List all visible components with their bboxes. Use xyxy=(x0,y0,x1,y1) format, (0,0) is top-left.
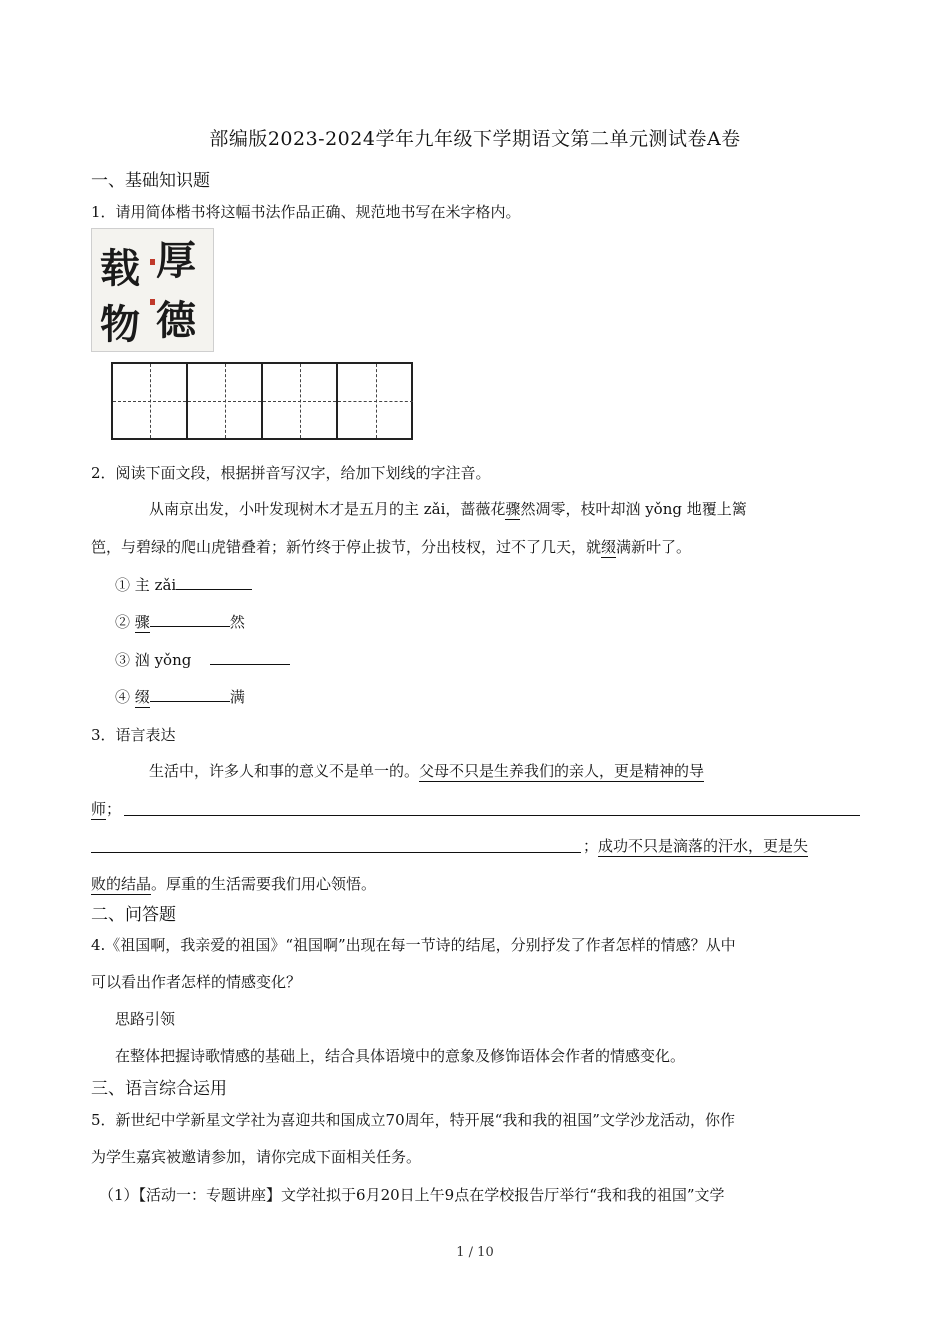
underlined-text: 败的结晶 xyxy=(91,875,152,893)
item-number: ③ xyxy=(115,651,131,669)
grid-cell[interactable] xyxy=(188,364,263,438)
grid-cell[interactable] xyxy=(338,364,413,438)
item-number: ④ xyxy=(115,688,131,706)
underlined-text: 师 xyxy=(91,800,107,818)
underlined-char: 骤 xyxy=(505,500,521,518)
passage-text: 从南京出发，小叶发现树木才是五月的主 zǎi，蔷薇花 xyxy=(149,500,506,518)
question-5-line2: 为学生嘉宾被邀请参加，请你完成下面相关任务。 xyxy=(91,1148,422,1166)
question-5-line1: 5．新世纪中学新星文学社为喜迎共和国成立70周年，特开展“我和我的祖国”文学沙龙活动，你作 xyxy=(91,1111,735,1129)
grid-cell[interactable] xyxy=(263,364,338,438)
answer-line[interactable] xyxy=(91,852,581,853)
item-prompt: 汹 yǒng xyxy=(134,651,192,669)
passage-line xyxy=(91,536,691,557)
hint-title: 思路引领 xyxy=(115,1010,176,1028)
passage-text: 笆，与碧绿的爬山虎错叠着；新竹终于停止拔节，分出枝杈，过不了几天，就 xyxy=(91,538,602,556)
passage-text: 然凋零，枝叶却汹 yǒng 地覆上篱 xyxy=(520,500,747,518)
question-4-line1: 4.《祖国啊，我亲爱的祖国》“祖国啊”出现在每一节诗的结尾，分别抒发了作者怎样的情感？从中 xyxy=(91,936,736,954)
item-number: ② xyxy=(115,613,131,631)
question-4-line2: 可以看出作者怎样的情感变化？ xyxy=(91,973,302,991)
calligraphy-char: 厚 xyxy=(156,237,196,284)
underlined-text: 父母不只是生养我们的亲人，更是精神的导 xyxy=(419,762,705,780)
passage-line xyxy=(91,798,121,819)
underlined-char: 缀 xyxy=(601,538,617,556)
calligraphy-char: 物 xyxy=(100,301,140,348)
answer-item-1 xyxy=(115,574,252,595)
answer-blank[interactable] xyxy=(150,612,230,627)
answer-blank[interactable] xyxy=(210,650,290,665)
passage-line xyxy=(149,760,704,781)
calligraphy-char: 德 xyxy=(156,297,196,344)
passage-text: ； xyxy=(106,800,122,818)
section-heading-2: 二、问答题 xyxy=(91,905,176,925)
passage-text: 满新叶了。 xyxy=(616,538,692,556)
grid-cell[interactable] xyxy=(113,364,188,438)
seal-mark xyxy=(150,299,155,305)
calligraphy-char: 载 xyxy=(100,245,140,292)
answer-item-4 xyxy=(115,686,245,707)
calligraphy-image xyxy=(91,228,214,352)
passage-line xyxy=(583,835,808,856)
page-title: 部编版2023-2024学年九年级下学期语文第二单元测试卷A卷 xyxy=(209,128,741,150)
answer-item-3 xyxy=(115,649,290,670)
item-number: ① xyxy=(115,576,131,594)
section-heading-3: 三、语言综合运用 xyxy=(91,1079,227,1099)
answer-item-2 xyxy=(115,611,245,632)
item-prompt: 主 zǎi xyxy=(134,576,177,594)
section-heading-1: 一、基础知识题 xyxy=(91,171,210,191)
answer-line[interactable] xyxy=(124,815,860,816)
question-1: 1．请用简体楷书将这幅书法作品正确、规范地书写在米字格内。 xyxy=(91,203,521,221)
hint-text: 在整体把握诗歌情感的基础上，结合具体语境中的意象及修饰语体会作者的情感变化。 xyxy=(115,1047,686,1065)
passage-line xyxy=(91,873,376,894)
item-prompt: 缀 xyxy=(134,688,150,706)
passage-text: 生活中，许多人和事的意义不是单一的。 xyxy=(149,762,420,780)
item-prompt: 骤 xyxy=(134,613,150,631)
item-suffix: 满 xyxy=(229,688,245,706)
passage-text: 。厚重的生活需要我们用心领悟。 xyxy=(151,875,377,893)
seal-mark xyxy=(150,259,155,265)
page-number: 1 / 10 xyxy=(456,1245,494,1260)
underlined-text: 成功不只是滴落的汗水，更是失 xyxy=(598,837,809,855)
item-suffix: 然 xyxy=(229,613,245,631)
question-5-line3: （1）【活动一：专题讲座】文学社拟于6月20日上午9点在学校报告厅举行“我和我的祖国”文学 xyxy=(99,1186,725,1204)
passage-text: ； xyxy=(583,837,599,855)
answer-blank[interactable] xyxy=(176,575,252,590)
question-3-title: 3．语言表达 xyxy=(91,726,176,744)
question-2-title: 2．阅读下面文段，根据拼音写汉字，给加下划线的字注音。 xyxy=(91,464,491,482)
writing-grid[interactable] xyxy=(111,362,413,440)
answer-blank[interactable] xyxy=(150,687,230,702)
passage-line xyxy=(149,498,747,519)
